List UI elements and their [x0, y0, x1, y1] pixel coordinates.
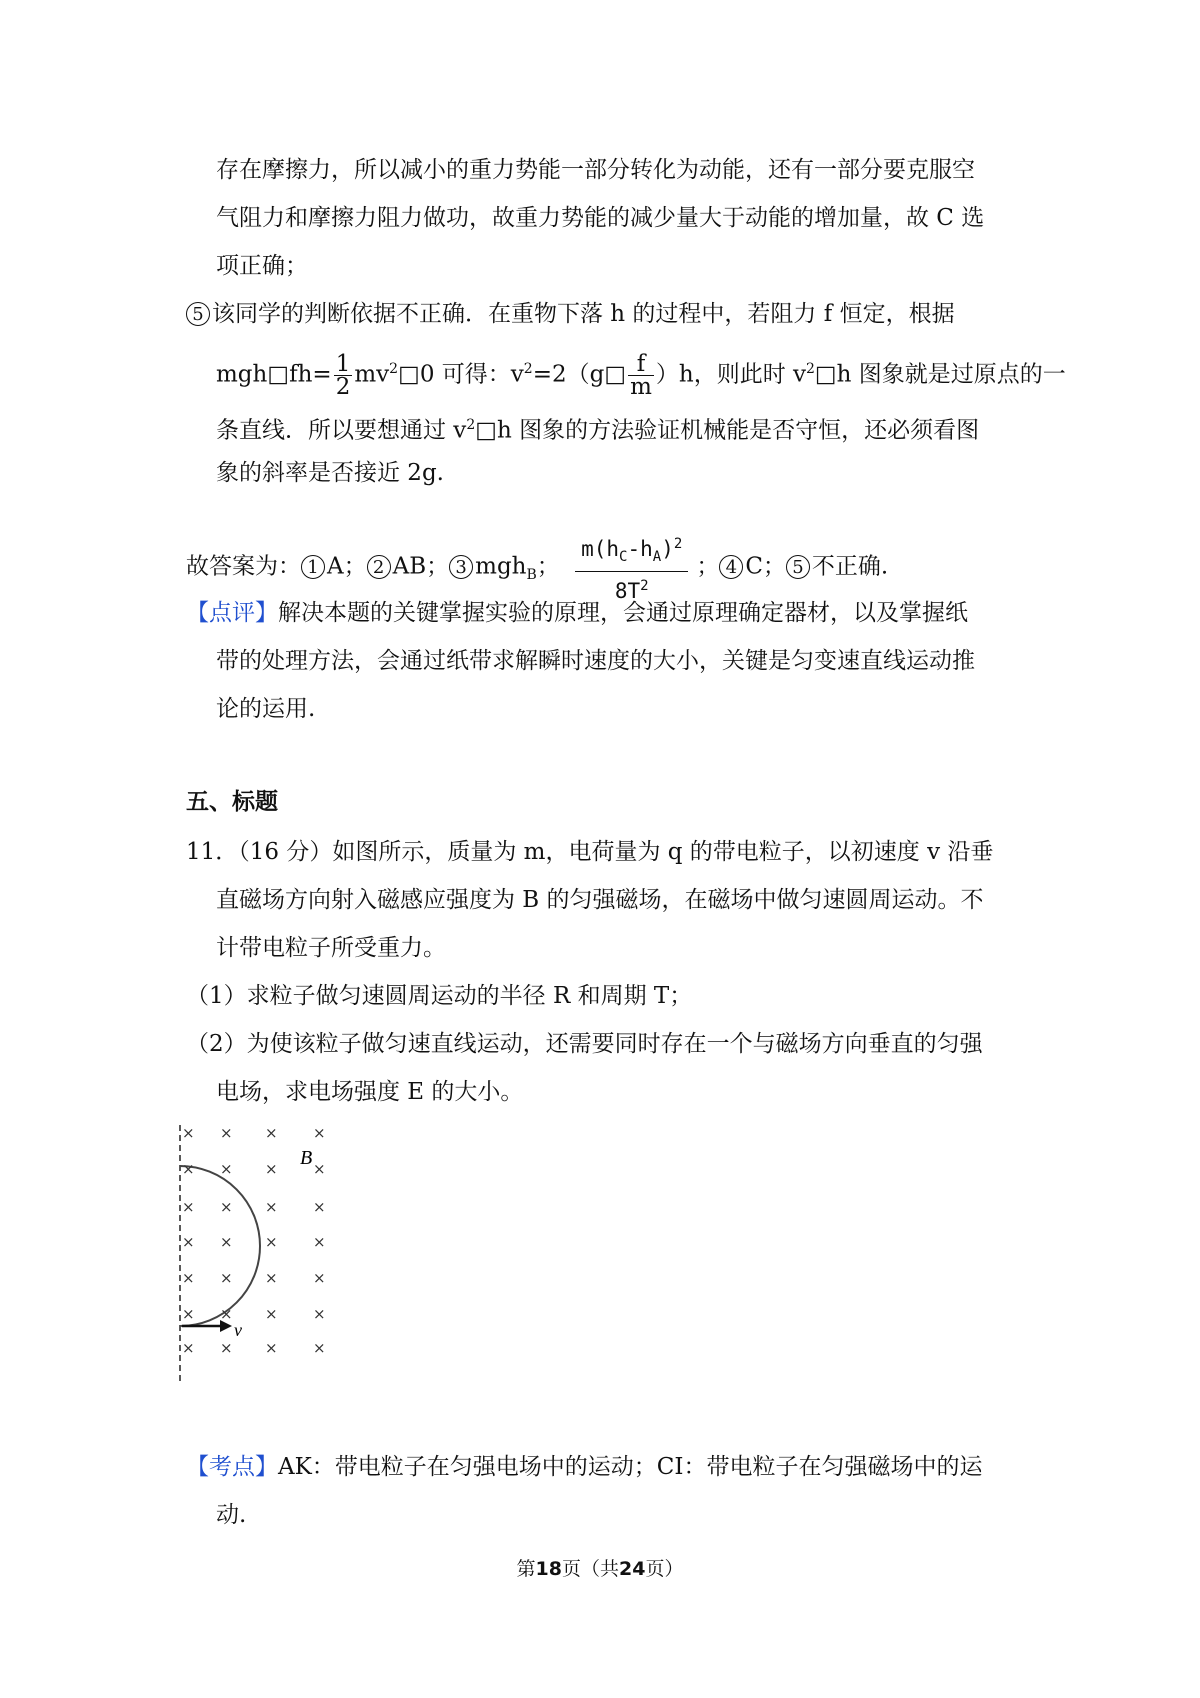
- total-pages: 24: [619, 1558, 646, 1580]
- question-line-3: 计带电粒子所受重力。: [216, 935, 446, 961]
- review-tag: 【点评】: [186, 600, 278, 626]
- formula-part: fh=: [289, 361, 332, 388]
- formula-part: m(h: [581, 537, 620, 561]
- formula-part: mv: [354, 361, 390, 388]
- answer-4: C；: [745, 553, 786, 580]
- superscript: 2: [673, 536, 683, 552]
- formula-part: h 图象就是过原点的一: [836, 361, 1066, 388]
- fraction-denominator: 2: [335, 374, 351, 400]
- review-line-3: 论的运用.: [216, 696, 316, 722]
- solution-line-5: [216, 353, 1066, 398]
- field-cross: ×: [313, 1269, 326, 1287]
- answer-2: AB；: [392, 553, 450, 580]
- review-line-1: [186, 598, 968, 628]
- field-cross: ×: [313, 1198, 326, 1216]
- velocity-label: v: [234, 1320, 242, 1340]
- formula-part: 条直线．所以要想通过 v: [216, 417, 467, 444]
- page-number: 18: [535, 1558, 562, 1580]
- footer-text: 页）: [645, 1558, 684, 1580]
- kaodian-text-1: AK：带电粒子在匀强电场中的运动；CI：带电粒子在匀强磁场中的运: [278, 1454, 983, 1480]
- superscript: 2: [523, 360, 533, 377]
- question-part-1: （1）求粒子做匀速圆周运动的半径 R 和周期 T；: [186, 983, 693, 1009]
- answer-3-end: ；: [536, 553, 560, 580]
- field-cross: ×: [265, 1305, 278, 1323]
- page-footer: [0, 1554, 1200, 1581]
- subscript: B: [526, 567, 537, 584]
- formula-part: 8T: [614, 579, 641, 604]
- formula-part: 0 可得：v: [419, 361, 524, 388]
- question-part-2b: 电场，求电场强度 E 的大小。: [216, 1079, 524, 1105]
- missing-glyph: □: [398, 361, 420, 388]
- answer-5: 不正确.: [811, 553, 889, 580]
- answer-prefix: 故答案为：: [186, 553, 301, 580]
- question-part-2a: （2）为使该粒子做匀速直线运动，还需要同时存在一个与磁场方向垂直的匀强: [186, 1031, 983, 1057]
- solution-line-6: [216, 410, 979, 446]
- field-cross: ×: [313, 1160, 326, 1178]
- formula-part: h 图象的方法验证机械能是否守恒，还必须看图: [496, 417, 980, 444]
- superscript: 2: [466, 417, 476, 433]
- kaodian-line-1: [186, 1452, 982, 1482]
- superscript: 2: [806, 360, 815, 377]
- answer-3: mgh: [475, 553, 527, 580]
- solution-text-4: 该同学的判断依据不正确．在重物下落 h 的过程中，若阻力 f 恒定，根据: [212, 301, 955, 327]
- field-label: B: [300, 1147, 313, 1169]
- solution-line-3: 项正确；: [216, 253, 308, 279]
- solution-line-1: 存在摩擦力，所以减小的重力势能一部分转化为动能，还有一部分要克服空: [216, 157, 975, 183]
- field-cross: ×: [182, 1339, 195, 1357]
- field-cross: ×: [220, 1160, 233, 1178]
- subscript: C: [619, 549, 628, 566]
- answer-line: [186, 530, 888, 605]
- field-cross: ×: [313, 1339, 326, 1357]
- fraction-denominator: m: [630, 374, 652, 400]
- answer-1: A；: [327, 553, 367, 580]
- fraction-numerator: [575, 530, 688, 572]
- field-cross: ×: [313, 1305, 326, 1323]
- missing-glyph: □: [604, 361, 627, 388]
- section-title: 五、标题: [186, 789, 278, 815]
- separator: ；: [696, 553, 720, 580]
- field-cross: ×: [265, 1233, 278, 1251]
- field-cross: ×: [313, 1124, 326, 1142]
- question-line-1: 11．（16 分）如图所示，质量为 m，电荷量为 q 的带电粒子，以初速度 v 沿垂: [186, 839, 994, 865]
- solution-line-4: [186, 299, 955, 329]
- field-cross: ×: [220, 1269, 233, 1287]
- field-cross: ×: [220, 1124, 233, 1142]
- formula-part: ）h，则此时 v: [655, 361, 806, 388]
- field-cross: ×: [265, 1124, 278, 1142]
- formula-part: ): [661, 537, 674, 561]
- formula-part: mgh: [216, 361, 268, 388]
- kaodian-line-2: 动.: [216, 1502, 247, 1528]
- kaodian-tag: 【考点】: [186, 1454, 278, 1480]
- footer-text: 页（共: [561, 1558, 619, 1580]
- fraction-numerator: f: [628, 353, 654, 376]
- footer-text: 第: [516, 1558, 536, 1580]
- field-cross: ×: [220, 1233, 233, 1251]
- solution-line-7: 象的斜率是否接近 2g.: [216, 460, 444, 486]
- field-cross: ×: [313, 1233, 326, 1251]
- fraction-numerator: 1: [335, 351, 351, 377]
- field-cross: ×: [182, 1305, 195, 1323]
- formula-part: -h: [627, 537, 653, 561]
- circled-number-5: 5: [186, 302, 210, 326]
- missing-glyph: □: [267, 361, 290, 388]
- answer-fraction: [575, 530, 688, 605]
- field-cross: ×: [220, 1339, 233, 1357]
- field-cross: ×: [265, 1160, 278, 1178]
- field-cross: ×: [220, 1198, 233, 1216]
- circled-number-5: 5: [786, 555, 810, 579]
- field-cross: ×: [265, 1339, 278, 1357]
- circled-number-3: 3: [449, 555, 473, 579]
- missing-glyph: □: [475, 417, 497, 444]
- missing-glyph: □: [814, 361, 837, 388]
- field-cross: ×: [182, 1198, 195, 1216]
- field-cross: ×: [182, 1269, 195, 1287]
- magnetic-field-figure: [172, 1121, 352, 1383]
- solution-line-2: 气阻力和摩擦力阻力做功，故重力势能的减少量大于动能的增加量，故 C 选: [216, 205, 985, 231]
- fraction-f-over-m: [628, 353, 654, 398]
- subscript: A: [652, 549, 662, 566]
- field-cross: ×: [182, 1160, 195, 1178]
- fraction-one-half: [334, 353, 353, 398]
- circled-number-2: 2: [367, 555, 391, 579]
- superscript: 2: [640, 578, 649, 595]
- question-line-2: 直磁场方向射入磁感应强度为 B 的匀强磁场，在磁场中做匀速圆周运动。不: [216, 887, 984, 913]
- field-cross: ×: [220, 1305, 233, 1323]
- circled-number-1: 1: [301, 555, 325, 579]
- field-cross: ×: [265, 1269, 278, 1287]
- formula-part: =2（g: [532, 361, 605, 388]
- review-text-1: 解决本题的关键掌握实验的原理，会通过原理确定器材，以及掌握纸: [278, 600, 968, 626]
- superscript: 2: [389, 360, 399, 377]
- field-cross: ×: [182, 1124, 195, 1142]
- field-cross: ×: [265, 1198, 278, 1216]
- circled-number-4: 4: [719, 555, 743, 579]
- review-line-2: 带的处理方法，会通过纸带求解瞬时速度的大小，关键是匀变速直线运动推: [216, 648, 975, 674]
- field-cross: ×: [182, 1233, 195, 1251]
